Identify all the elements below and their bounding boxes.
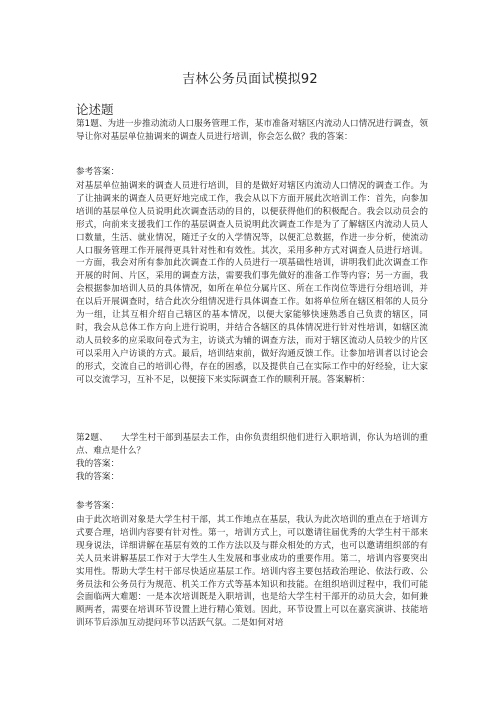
question-2-reference-answer: 由于此次培训对象是大学生村干部，其工作地点在基层，我认为此次培训的重点在于培训方式要合理，培训内容要有针对性。第一，培训方式上，可以邀请往届优秀的大学生村干部来现身说法，详细讲解在基层有效的工作方法以及与群众相处的方式，也可以邀请组织部的有关人员来讲解基层工作对于大学生人生发展和事业成功的重要作用。第二，培训内容要突出实用性。帮助大学生村干部尽快适应基层工作。培训内容主要包括政治理论、依法行政、公务员法和公务员行为规范、机关工作方式等基本知识和技能。在组织培训过程中，我们可能会面临两大难题：一是本次培训既是入职培训，也是给大学生村干部开的动员大会，如何兼顾两者，需要在培训环节设置上进行精心策划。因此，环节设置上可以在嘉宾演讲、技能培训环节后添加互动提问环节以活跃气氛。二是如何对培 xyxy=(76,515,428,629)
question-1-reference-label: 参考答案： xyxy=(76,167,120,177)
document-title: 吉林公务员面试模拟92 xyxy=(182,72,318,87)
question-2-my-answer-label-2: 我的答案： xyxy=(76,472,120,482)
question-2-number: 第2题 xyxy=(76,433,100,443)
question-2-prompt xyxy=(76,432,428,458)
question-2-text: 、 大学生村干部到基层去工作，由你负责组织他们进行入职培训，你认为培训的重点、难点是什么？ xyxy=(76,433,428,456)
question-2-my-answer-label: 我的答案： xyxy=(76,459,120,469)
question-1-number: 第1题 xyxy=(76,119,99,129)
question-2-reference-label: 参考答案： xyxy=(76,501,120,511)
question-1-text: 、为进一步推动流动人口服务管理工作，某市准备对辖区内流动人口情况进行调查，领导让你对基层单位抽调来的调查人员进行培训，你会怎么做？我的答案： xyxy=(76,119,428,142)
question-1-reference-answer: 对基层单位抽调来的调查人员进行培训，目的是做好对辖区内流动人口情况的调查工作。为了让抽调来的调查人员更好地完成工作，我会从以下方面开展此次培训工作：首先，向参加培训的基层单位人员说明此次调查活动的目的，以便获得他们的积极配合。我会以动员会的形式，向前来支援我们工作的基层调查人员说明此次调查工作是为了了解辖区内流动人员人口数量，生活、就业情况，随迁子女的入学情况等，以便汇总数据，作进一步分析，使流动人口服务管理工作开展得更具针对性和有效性。其次，采用多种方式对调查人员进行培训。一方面，我会对所有参加此次调查工作的人员进行一项基础性培训，讲明我们此次调查工作开展的时间、片区，采用的调查方法，需要我们事先做好的准备工作等内容；另一方面，我会根据参加培训人员的具体情况，如所在单位分属片区、所在工作岗位等进行分组培训，并在以后开展调查时，结合此次分组情况进行具体调查工作。如将单位所在辖区相邻的人员分为一组，让其互相介绍自己辖区的基本情况，以便大家能够快速熟悉自己负责的辖区，同时，我会从总体工作方向上进行说明，并结合各辖区的具体情况进行针对性培训，如辖区流动人员较多的应采取问卷式为主，访谈式为辅的调查方法，而对于辖区流动人员较少的片区可以采用入户访谈的方式。最后，培训结束前，做好沟通反馈工作。让参加培训者以讨论会的形式，交流自己的培训心得，存在的困惑，以及提供自己在实际工作中的好经验，让大家可以交流学习，互补不足，以便接下来实际调查工作的顺利开展。答案解析： xyxy=(76,181,428,385)
section-heading: 论述题 xyxy=(76,102,114,117)
question-1-prompt xyxy=(76,118,428,144)
